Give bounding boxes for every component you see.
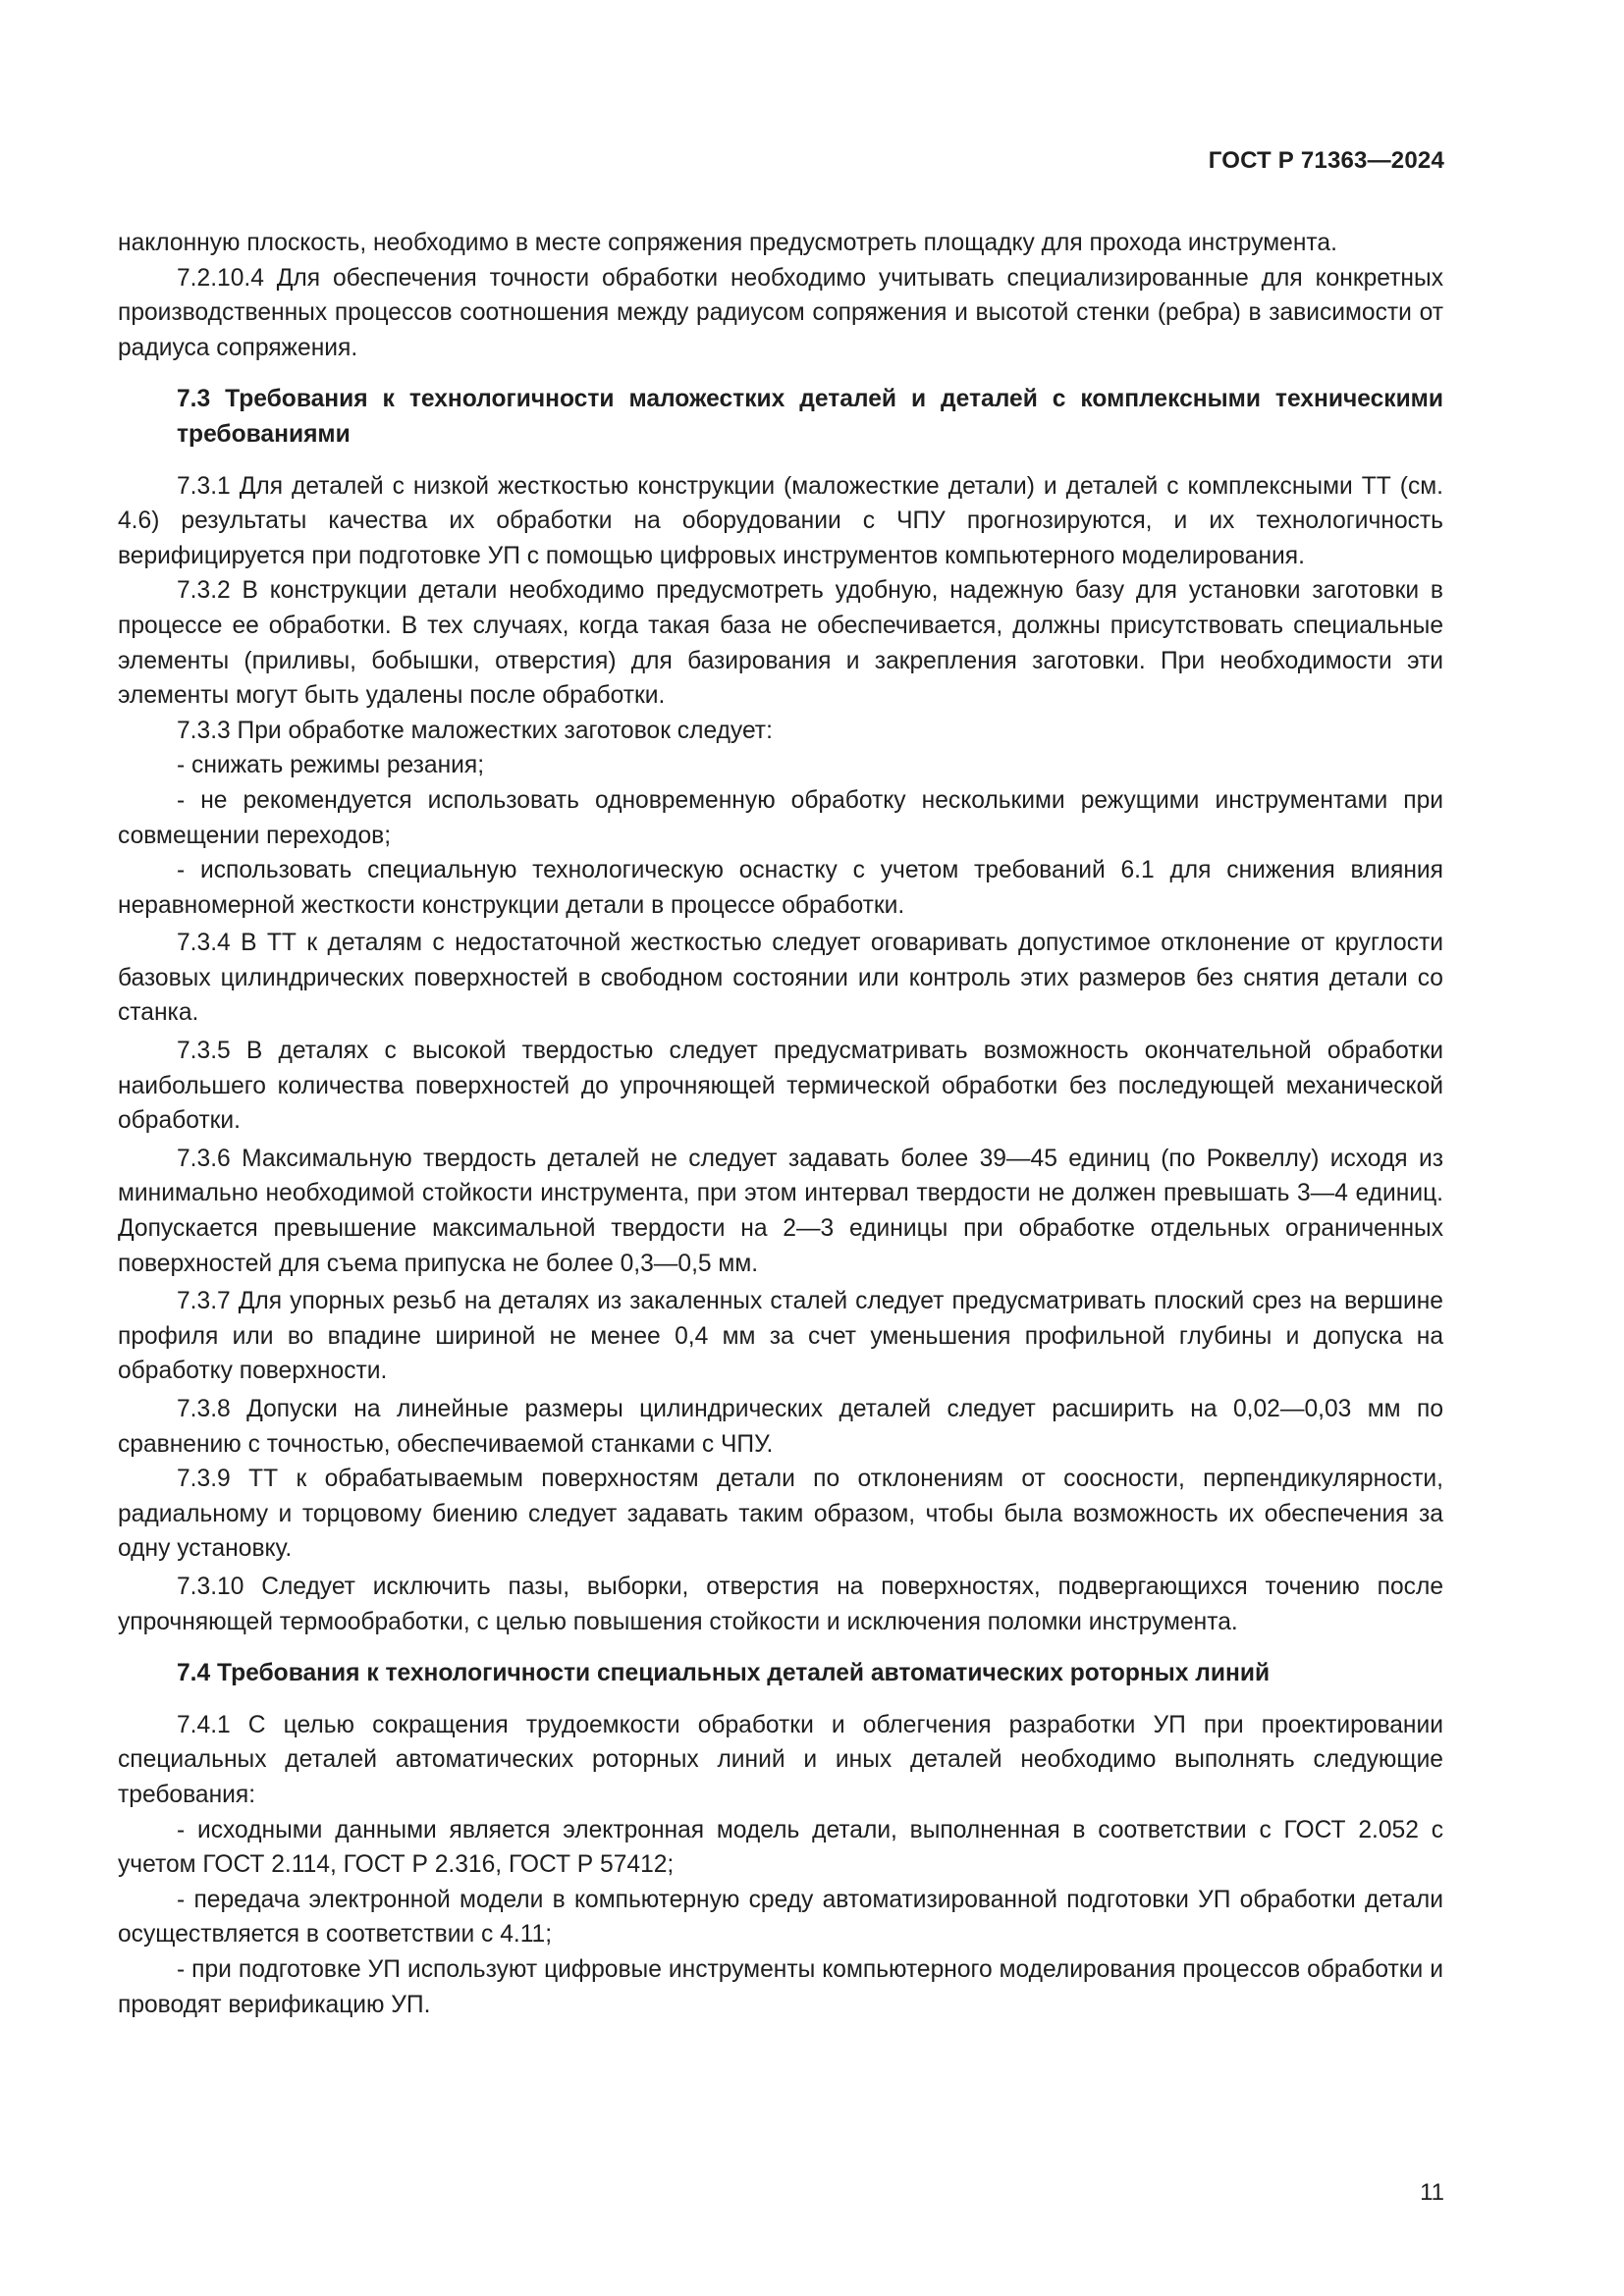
clause-7-3-9: 7.3.9 ТТ к обрабатываемым поверхностям детали по отклонениям от соосности, перпендикулярности, радиальному и торцовому биению следует задавать таким образом, чтобы была возможность их обеспечения за одну установку. bbox=[118, 1466, 1443, 1563]
clause-7-3-5: 7.3.5 В деталях с высокой твердостью следует предусматривать возможность окончательной обработки наибольшего количества поверхностей до упрочняющей термической обработки без последующей механической обработки. bbox=[118, 1038, 1443, 1135]
clause-7-3-4: 7.3.4 В ТТ к деталям с недостаточной жесткостью следует оговаривать допустимое отклонение от круглости базовых цилиндрических поверхностей в свободном состоянии или контроль этих размеров без снятия детали со станка. bbox=[118, 930, 1443, 1027]
list-item: - при подготовке УП используют цифровые инструменты компьютерного моделирования процессов обработки и проводят верификацию УП. bbox=[118, 1955, 1443, 2018]
clause-7-3-3: 7.3.3 При обработке маложестких заготовок следует: bbox=[177, 717, 773, 744]
document-body bbox=[118, 226, 1443, 2022]
clause-7-4-1: 7.4.1 С целью сокращения трудоемкости обработки и облегчения разработки УП при проектировании специальных деталей автоматических роторных линий и иных деталей необходимо выполнять следующие требования: bbox=[118, 1711, 1443, 1808]
page-number: 11 bbox=[1420, 2179, 1444, 2206]
clause-7-3-1: 7.3.1 Для деталей с низкой жесткостью конструкции (маложесткие детали) и деталей с комплексными ТТ (см. 4.6) результаты качества их обработки на оборудовании с ЧПУ прогнозируются, и их технологичность верифицируется при подготовке УП с помощью цифровых инструментов компьютерного моделирования. bbox=[118, 472, 1443, 569]
list-item: - передача электронной модели в компьютерную среду автоматизированной подготовки УП обработки детали осуществляется в соответствии с 4.11; bbox=[118, 1886, 1443, 1949]
list-item: - исходными данными является электронная модель детали, выполненная в соответствии с ГОСТ 2.052 с учетом ГОСТ 2.114, ГОСТ Р 2.316, ГОСТ Р 57412; bbox=[118, 1816, 1443, 1879]
paragraph: наклонную плоскость, необходимо в месте сопряжения предусмотреть площадку для прохода инструмента. bbox=[118, 230, 1337, 256]
list-item: - снижать режимы резания; bbox=[177, 752, 485, 779]
clause-7-3-7: 7.3.7 Для упорных резьб на деталях из закаленных сталей следует предусматривать плоский срез на вершине профиля или во впадине шириной не менее 0,4 мм за счет уменьшения профильной глубины и допуска на обработку поверхности. bbox=[118, 1288, 1443, 1385]
clause-7-3-2: 7.3.2 В конструкции детали необходимо предусмотреть удобную, надежную базу для установки заготовки в процессе ее обработки. В тех случаях, когда такая база не обеспечивается, должны присутствовать специальные элементы (приливы, бобышки, отверстия) для базирования и закрепления заготовки. При необходимости эти элементы могут быть удалены после обработки. bbox=[118, 577, 1443, 710]
clause-7-3-8: 7.3.8 Допуски на линейные размеры цилиндрических деталей следует расширить на 0,02—0,03 мм по сравнению с точностью, обеспечиваемой станками с ЧПУ. bbox=[118, 1396, 1443, 1458]
list-item: - использовать специальную технологическую оснастку с учетом требований 6.1 для снижения влияния неравномерной жесткости конструкции детали в процессе обработки. bbox=[118, 857, 1443, 919]
section-heading-7-3: 7.3 Требования к технологичности маложестких деталей и деталей с комплексными техническими требованиями bbox=[177, 386, 1443, 448]
standard-designation: ГОСТ Р 71363—2024 bbox=[1208, 147, 1444, 174]
clause-7-3-6: 7.3.6 Максимальную твердость деталей не следует задавать более 39—45 единиц (по Роквеллу) исходя из минимально необходимой стойкости инструмента, при этом интервал твердости не должен превышать 3—4 единиц. Допускается превышение максимальной твердости на 2—3 единицы при обработке отдельных ограниченных поверхностей для съема припуска не более 0,3—0,5 мм. bbox=[118, 1145, 1443, 1277]
section-heading-7-4: 7.4 Требования к технологичности специальных деталей автоматических роторных линий bbox=[177, 1660, 1271, 1687]
clause-7-2-10-4: 7.2.10.4 Для обеспечения точности обработки необходимо учитывать специализированные для конкретных производственных процессов соотношения между радиусом сопряжения и высотой стенки (ребра) в зависимости от радиуса сопряжения. bbox=[118, 264, 1443, 361]
clause-7-3-10: 7.3.10 Следует исключить пазы, выборки, отверстия на поверхностях, подвергающихся точению после упрочняющей термообработки, с целью повышения стойкости и исключения поломки инструмента. bbox=[118, 1573, 1443, 1635]
list-item: - не рекомендуется использовать одновременную обработку несколькими режущими инструментами при совмещении переходов; bbox=[118, 786, 1443, 849]
